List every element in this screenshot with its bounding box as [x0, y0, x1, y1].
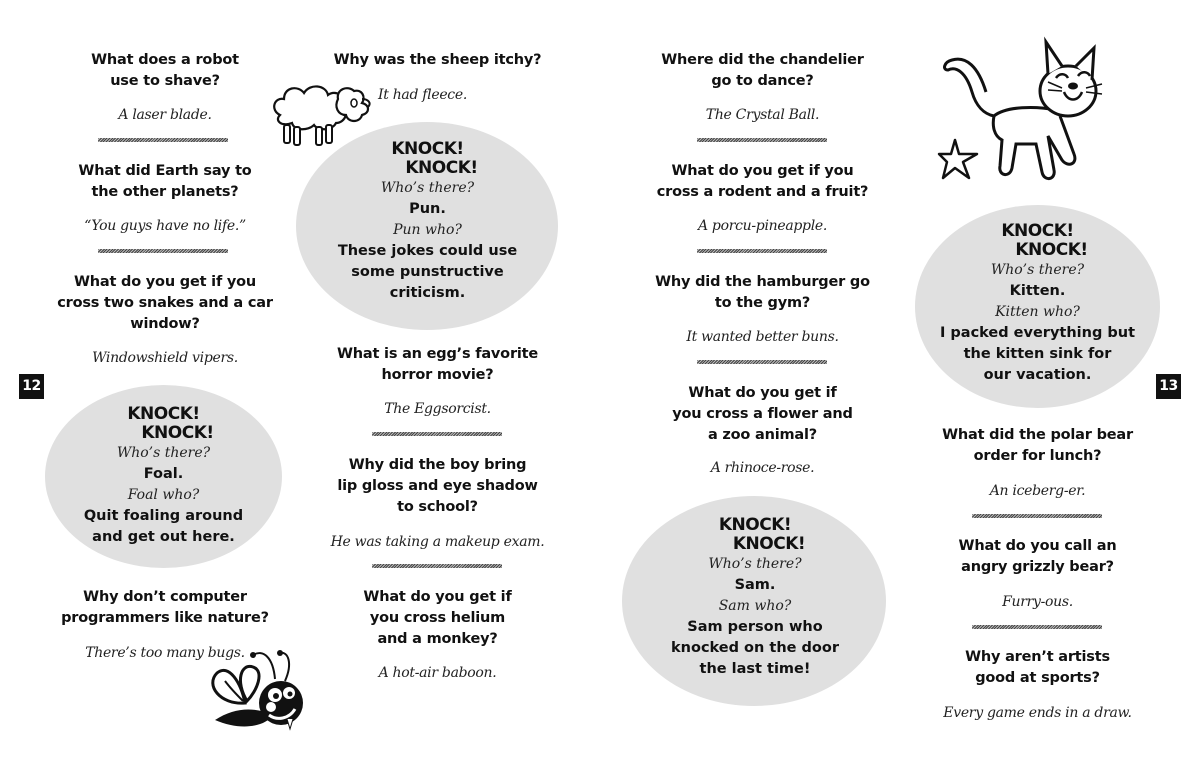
- joke-question: [40, 587, 290, 629]
- joke-answer: It wanted better buns.: [686, 329, 839, 345]
- joke-answer: Furry-ous.: [1002, 594, 1073, 610]
- question-line: Why aren’t artists: [965, 649, 1110, 665]
- question-line: good at sports?: [975, 670, 1100, 686]
- joke-question: [40, 272, 290, 335]
- question-line: horror movie?: [381, 367, 494, 383]
- punchline-line: the last time!: [699, 661, 811, 677]
- knock-name: Sam.: [734, 577, 776, 593]
- question-line: What did the polar bear: [942, 427, 1133, 443]
- punchline-line: criticism.: [389, 285, 466, 301]
- joke-answer: Windowshield vipers.: [92, 350, 238, 366]
- question-line: and a monkey?: [377, 631, 498, 647]
- joke-question: [920, 425, 1155, 467]
- punchline-line: Sam person who: [687, 619, 823, 635]
- joke-answer: A laser blade.: [118, 107, 212, 123]
- question-line: lip gloss and eye shadow: [337, 478, 538, 494]
- question-line: Where did the chandelier: [661, 52, 864, 68]
- question-line: you cross helium: [369, 610, 506, 626]
- whos-there: Who’s there?: [116, 445, 211, 461]
- knock-name: Foal.: [143, 466, 184, 482]
- joke-question: [640, 272, 885, 314]
- question-line: What do you call an: [958, 538, 1117, 554]
- question-line: go to dance?: [711, 73, 814, 89]
- divider: [697, 360, 827, 364]
- punchline-line: I packed everything but: [939, 325, 1136, 341]
- joke-question: [315, 344, 560, 386]
- divider: [697, 249, 827, 253]
- divider: [98, 249, 228, 253]
- question-line: the other planets?: [91, 184, 239, 200]
- question-line: you cross a flower and: [672, 406, 853, 422]
- joke-answer: An iceberg-er.: [989, 483, 1086, 499]
- divider: [98, 138, 228, 142]
- question-line: What does a robot: [91, 52, 239, 68]
- question-line: angry grizzly bear?: [961, 559, 1114, 575]
- question-line: order for lunch?: [973, 448, 1102, 464]
- page-right: [600, 0, 1200, 772]
- name-who: Sam who?: [718, 598, 792, 614]
- question-line: cross a rodent and a fruit?: [656, 184, 869, 200]
- joke-answer: Every game ends in a draw.: [943, 705, 1132, 721]
- knock-text: KNOCK!: [1001, 221, 1074, 241]
- star-icon: [937, 136, 982, 181]
- joke-answer: A rhinoce-rose.: [710, 460, 815, 476]
- divider: [697, 138, 827, 142]
- divider: [972, 514, 1102, 518]
- question-line: use to shave?: [110, 73, 220, 89]
- knock-text: KNOCK!: [718, 515, 792, 535]
- joke-answer: It had fleece.: [378, 87, 467, 103]
- knock-name: Pun.: [409, 201, 446, 217]
- knock-knock-joke: [310, 140, 545, 304]
- joke-answer: “You guys have no life.”: [84, 218, 246, 234]
- knock-text: KNOCK!: [391, 139, 464, 159]
- divider: [972, 625, 1102, 629]
- whos-there: Who’s there?: [380, 180, 475, 196]
- joke-answer: The Eggsorcist.: [384, 401, 491, 417]
- whos-there: Who’s there?: [990, 262, 1085, 278]
- joke-question: [315, 455, 560, 518]
- joke-answer: A porcu-pineapple.: [697, 218, 828, 234]
- knock-text: KNOCK!: [127, 404, 200, 424]
- joke-question: [315, 50, 560, 71]
- joke-question: [315, 587, 560, 650]
- knock-text: KNOCK!: [1015, 240, 1088, 260]
- joke-answer: He was taking a makeup exam.: [330, 534, 545, 550]
- punchline-line: Quit foaling around: [83, 508, 244, 524]
- name-who: Pun who?: [393, 222, 462, 238]
- punchline-line: knocked on the door: [671, 640, 839, 656]
- question-line: Why did the boy bring: [348, 457, 527, 473]
- question-line: Why did the hamburger go: [655, 274, 870, 290]
- punchline-line: These jokes could use: [337, 243, 518, 259]
- knock-name: Kitten.: [1009, 283, 1066, 299]
- question-line: window?: [130, 316, 200, 332]
- question-line: to the gym?: [714, 295, 811, 311]
- joke-question: [40, 161, 290, 203]
- question-line: a zoo animal?: [708, 427, 817, 443]
- name-who: Foal who?: [127, 487, 200, 503]
- knock-text: KNOCK!: [732, 534, 806, 554]
- page-number: 12: [19, 374, 44, 399]
- joke-question: [640, 161, 885, 203]
- whos-there: Who’s there?: [708, 556, 802, 572]
- question-line: What do you get if you: [73, 274, 257, 290]
- punchline-line: the kitten sink for: [963, 346, 1112, 362]
- punchline-line: some punstructive: [351, 264, 504, 280]
- joke-question: [40, 50, 290, 92]
- page-number: 13: [1156, 374, 1181, 399]
- joke-question: [920, 647, 1155, 689]
- bug-icon: [185, 645, 310, 735]
- joke-answer: The Crystal Ball.: [705, 107, 820, 123]
- punchline-line: and get out here.: [92, 529, 235, 545]
- question-line: programmers like nature?: [61, 610, 269, 626]
- joke-question: [640, 383, 885, 446]
- question-line: Why don’t computer: [83, 589, 247, 605]
- question-line: What is an egg’s favorite: [336, 346, 539, 362]
- question-line: What did Earth say to: [78, 163, 252, 179]
- question-line: cross two snakes and a car: [57, 295, 273, 311]
- knock-knock-joke: [920, 222, 1155, 386]
- joke-question: [640, 50, 885, 92]
- question-line: to school?: [397, 499, 478, 515]
- knock-knock-joke: [45, 405, 282, 548]
- knock-text: KNOCK!: [405, 158, 478, 178]
- knock-text: KNOCK!: [141, 423, 214, 443]
- knock-knock-joke: [635, 516, 875, 680]
- divider: [372, 564, 502, 568]
- name-who: Kitten who?: [995, 304, 1080, 320]
- joke-question: [920, 536, 1155, 578]
- question-line: Why was the sheep itchy?: [333, 52, 542, 68]
- divider: [372, 432, 502, 436]
- joke-answer: There’s too many bugs.: [85, 645, 245, 661]
- joke-answer: A hot-air baboon.: [378, 665, 497, 681]
- question-line: What do you get if you: [671, 163, 854, 179]
- question-line: What do you get if: [363, 589, 512, 605]
- question-line: What do you get if: [688, 385, 837, 401]
- punchline-line: our vacation.: [983, 367, 1092, 383]
